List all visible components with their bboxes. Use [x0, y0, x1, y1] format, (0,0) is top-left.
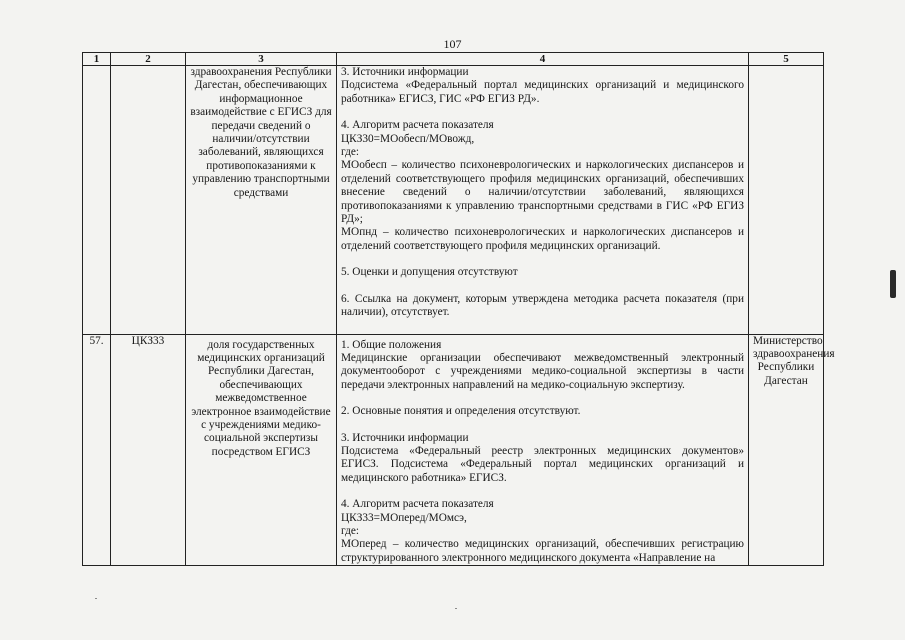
paragraph-spacer: [341, 485, 744, 498]
methodology-cell: [337, 334, 749, 566]
methodology-paragraph: 4. Алгоритм расчета показателя: [341, 498, 494, 511]
paragraph-spacer: [341, 419, 744, 432]
responsible-organization-cell: [749, 66, 824, 335]
methodology-paragraph: 6. Ссылка на документ, которым утверждена методика расчета показателя (при наличии), отсутствует.: [341, 292, 744, 319]
paragraph-spacer: [341, 280, 744, 293]
methodology-paragraph: ЦКЗ33=МОперед/МОмсэ,: [341, 511, 467, 524]
indicator-code-cell: ЦКЗ33: [111, 334, 186, 566]
table-row: [83, 66, 824, 335]
column-header: 4: [337, 53, 749, 66]
methodology-paragraph: где:: [341, 146, 359, 159]
paragraph-spacer: [341, 253, 744, 266]
scan-speck: [455, 608, 457, 609]
methodology-paragraph: МОперед – количество медицинских организаций, обеспечивших регистрацию структурированного электронного медицинского документа «Направление на: [341, 538, 744, 564]
methodology-paragraph: где:: [341, 524, 359, 537]
methodology-paragraph: МОпнд – количество психоневрологических и наркологических диспансеров и отделений соответствующего профиля медицинских организаций.: [341, 226, 744, 252]
responsible-organization-cell: Министерство здравоохранения Республики Дагестан: [749, 334, 824, 566]
scan-speck: [95, 598, 97, 599]
methodology-paragraph: 2. Основные понятия и определения отсутствуют.: [341, 405, 581, 418]
indicator-code-cell: [111, 66, 186, 335]
indicators-table: [82, 52, 835, 566]
paragraph-spacer: [341, 392, 744, 405]
column-header: 5: [749, 53, 824, 66]
row-number-cell: [83, 66, 111, 335]
indicator-description-cell: доля государственных медицинских организаций Республики Дагестан, обеспечивающих межведомственное электронное взаимодействие с учреждениями медико-социальной экспертизы посредством ЕГИСЗ: [186, 334, 337, 566]
column-header: 2: [111, 53, 186, 66]
column-header: 1: [83, 53, 111, 66]
indicator-description-cell: здравоохранения Республики Дагестан, обеспечивающих информационное взаимодействие с ЕГИСЗ для передачи сведений о наличии/отсутствии заболеваний, являющихся противопоказаниями к управлению транспортными средствами: [186, 66, 337, 335]
methodology-paragraph: Подсистема «Федеральный реестр электронных медицинских документов» ЕГИСЗ. Подсистема «Федеральный портал медицинских организаций и медицинского работника» ЕГИСЗ.: [341, 444, 744, 484]
column-header: 3: [186, 53, 337, 66]
methodology-paragraph: 5. Оценки и допущения отсутствуют: [341, 266, 518, 279]
methodology-paragraph: ЦКЗ30=МОобесп/МОвожд,: [341, 132, 475, 145]
methodology-paragraph: 3. Источники информации: [341, 66, 469, 78]
methodology-paragraph: 4. Алгоритм расчета показателя: [341, 119, 494, 132]
page-number: 107: [443, 37, 462, 51]
row-number-cell: 57.: [83, 334, 111, 566]
methodology-paragraph: Подсистема «Федеральный портал медицинских организаций и медицинского работника» ЕГИСЗ, ГИС «РФ ЕГИЗ РД».: [341, 79, 744, 105]
table-row: [83, 334, 824, 566]
methodology-paragraph: Медицинские организации обеспечивают межведомственный электронный документооборот с учреждениями медико-социальной экспертизы в части передачи электронных направлений на медико-социальную экспертизу.: [341, 351, 744, 391]
methodology-paragraph: 1. Общие положения: [341, 338, 442, 351]
scan-edge-mark: [890, 270, 896, 298]
table-header-row: [83, 53, 824, 66]
paragraph-spacer: [341, 106, 744, 119]
methodology-cell: [337, 66, 749, 335]
methodology-paragraph: 3. Источники информации: [341, 431, 469, 444]
methodology-paragraph: МОобесп – количество психоневрологических и наркологических диспансеров и отделений соответствующего профиля медицинских организаций, обеспечивших внесение сведений о наличии/отсутствии заболеваний, являющихся противопоказаниями к управлению транспортными средствами в ГИС «РФ ЕГИЗ РД»;: [341, 159, 744, 226]
